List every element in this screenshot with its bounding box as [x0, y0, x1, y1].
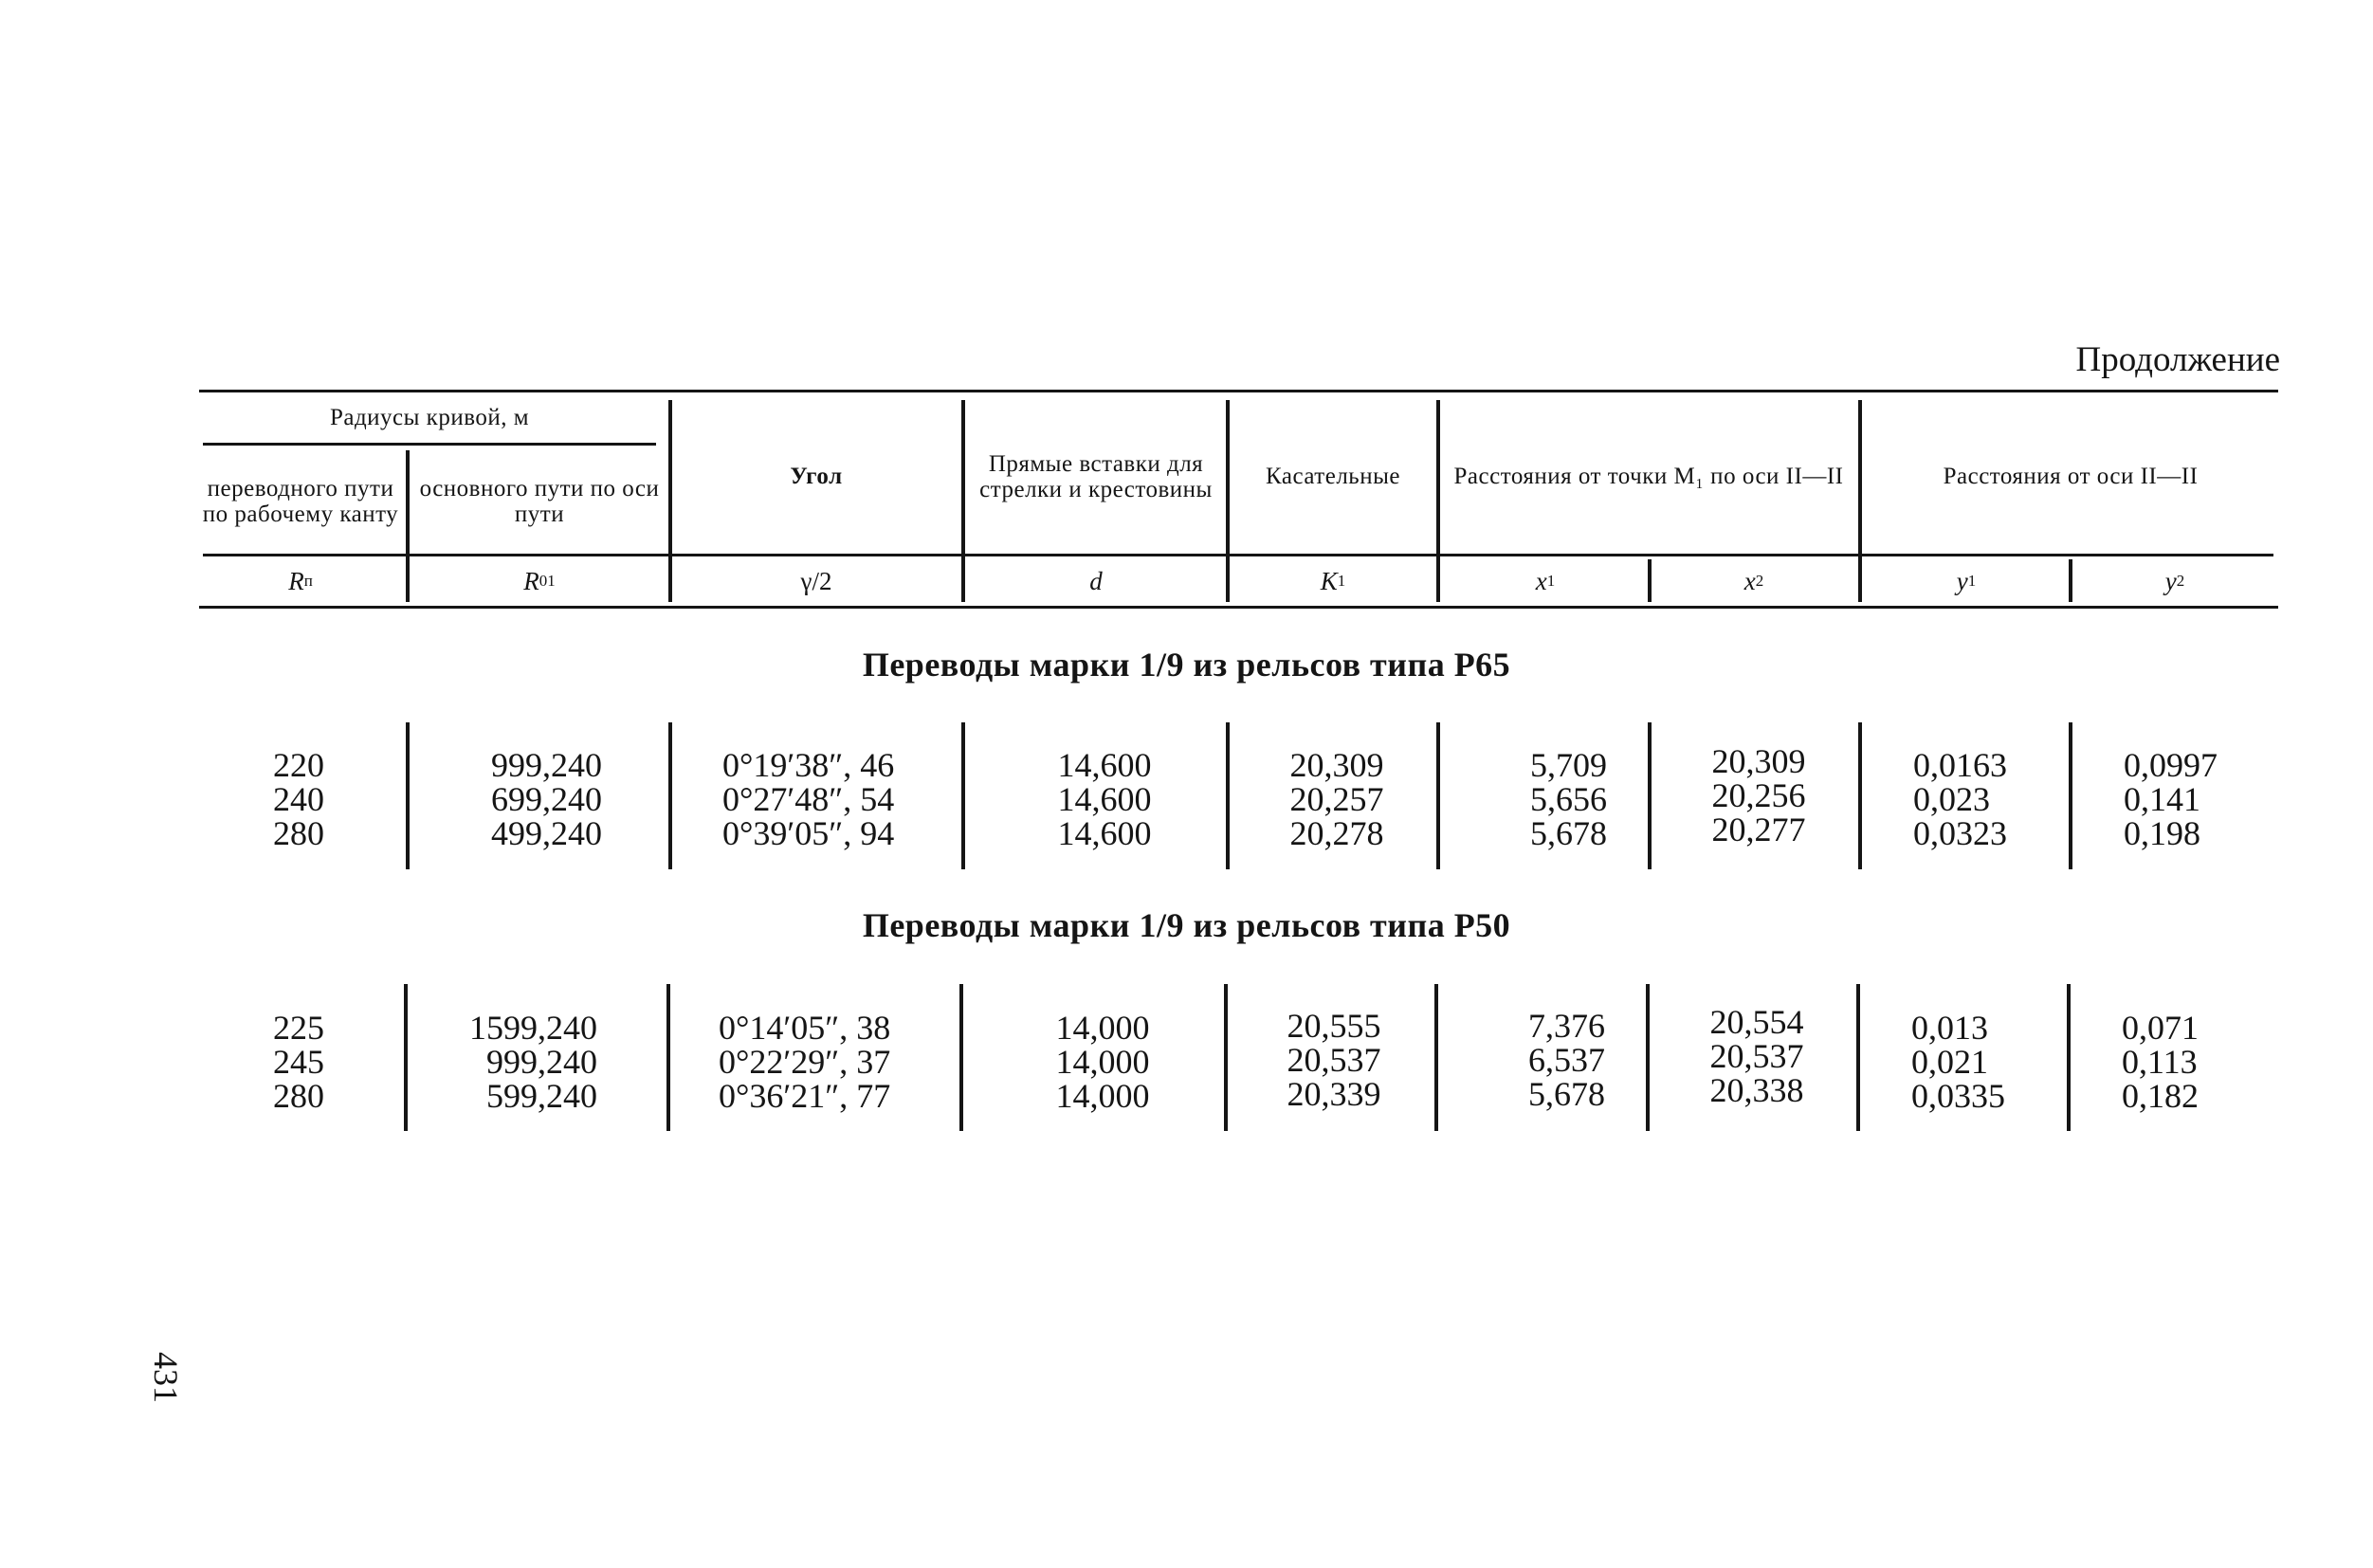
header-sep: [961, 400, 965, 602]
column-x1: [1460, 748, 1607, 850]
symbol-x2: [1653, 557, 1854, 605]
header-d: Прямые вставки для стрелки и крестовины: [979, 450, 1213, 502]
symbol-y1-subscript: 1: [1967, 572, 1977, 590]
table-cell: 20,537: [1709, 1037, 1804, 1075]
body-sep: [666, 984, 670, 1131]
table-cell: 0°14′05″, 38: [719, 1009, 891, 1047]
header-rp: переводного пути по рабочему канту: [202, 475, 399, 527]
table-cell: 0,113: [2122, 1043, 2198, 1081]
body-sep: [406, 722, 410, 869]
header-x-distances: Расстояния от точки M₁ по оси II—II: [1453, 464, 1844, 490]
continuation-label: Продолжение: [2075, 340, 2280, 379]
table-cell: 999,240: [491, 746, 602, 784]
table-cell: 20,555: [1287, 1007, 1381, 1045]
symbol-r01-letter: R: [523, 566, 539, 595]
symbol-rp-letter: R: [288, 566, 304, 595]
symbol-x2-subscript: 2: [1755, 572, 1764, 590]
table-cell: 20,278: [1289, 814, 1384, 852]
header-sep: [1648, 559, 1652, 602]
table-cell: 699,240: [491, 780, 602, 818]
body-sep: [1856, 984, 1860, 1131]
column-rp: [237, 748, 360, 850]
table-cell: 0,071: [2122, 1009, 2199, 1047]
column-rp: [237, 1011, 360, 1113]
table-cell: 5,678: [1528, 1075, 1605, 1113]
column-x2: [1678, 744, 1839, 847]
symbol-x1: [1445, 557, 1646, 605]
symbol-x1-letter: x: [1535, 566, 1547, 595]
table-cell: 14,600: [1057, 746, 1152, 784]
header-sep: [406, 450, 410, 602]
column-y2: [2122, 1011, 2264, 1113]
table-cell: 0,0163: [1913, 746, 2007, 784]
table-cell: 5,709: [1530, 746, 1607, 784]
table-cell: 0°27′48″, 54: [722, 780, 895, 818]
table-cell: 240: [273, 780, 324, 818]
column-angle: [719, 1011, 946, 1113]
table-cell: 5,678: [1530, 814, 1607, 852]
table-cell: 14,000: [1055, 1043, 1150, 1081]
body-sep: [2069, 722, 2072, 869]
table-cell: 0°39′05″, 94: [722, 814, 895, 852]
header-radii-group: Радиусы кривой, м: [329, 405, 530, 431]
body-sep: [2067, 984, 2071, 1131]
table-cell: 20,338: [1709, 1071, 1804, 1109]
column-k1: [1256, 748, 1417, 850]
symbol-x2-letter: x: [1743, 566, 1756, 595]
body-sep: [668, 722, 672, 869]
body-sep: [1858, 722, 1862, 869]
section-title-p65: Переводы марки 1/9 из рельсов типа Р65: [862, 646, 1511, 684]
table-cell: 14,000: [1055, 1077, 1150, 1115]
table-cell: 599,240: [486, 1077, 597, 1115]
symbol-r01: [413, 557, 666, 605]
table-cell: 999,240: [486, 1043, 597, 1081]
symbol-rp-subscript: п: [303, 572, 313, 590]
header-sep: [1858, 400, 1862, 602]
header-angle: Угол: [790, 464, 843, 490]
column-x2: [1676, 1005, 1837, 1107]
symbol-k1-letter: K: [1320, 566, 1338, 595]
table-cell: 14,600: [1057, 814, 1152, 852]
body-sep: [1434, 984, 1438, 1131]
symbol-r01-subscript: 01: [538, 572, 556, 590]
column-d: [1022, 1011, 1183, 1113]
header-k1: Касательные: [1266, 464, 1400, 490]
column-y2: [2124, 748, 2266, 850]
header-sep: [1226, 400, 1230, 602]
table-cell: 20,257: [1289, 780, 1384, 818]
table-cell: 0°19′38″, 46: [722, 746, 895, 784]
symbol-rp: [199, 557, 402, 605]
table-cell: 245: [273, 1043, 324, 1081]
table-cell: 7,376: [1528, 1007, 1605, 1045]
symbol-angle: γ/2: [800, 566, 832, 595]
table-cell: 280: [273, 814, 324, 852]
table-cell: 5,656: [1530, 780, 1607, 818]
table-cell: 0,182: [2122, 1077, 2199, 1115]
body-sep: [1646, 984, 1650, 1131]
symbol-k1-subscript: 1: [1337, 572, 1346, 590]
body-sep: [961, 722, 965, 869]
table-cell: 0,198: [2124, 814, 2200, 852]
table-cell: 14,000: [1055, 1009, 1150, 1047]
symbol-y2: [2074, 557, 2275, 605]
symbol-y1: [1866, 557, 2067, 605]
body-sep: [1648, 722, 1652, 869]
header-mid-rule: [203, 554, 2273, 556]
header-sep: [1436, 400, 1440, 602]
body-sep: [1226, 722, 1230, 869]
column-y1: [1911, 1011, 2054, 1113]
column-r01: [398, 1011, 597, 1113]
table-cell: 0,013: [1911, 1009, 1988, 1047]
symbol-d: d: [1089, 566, 1103, 595]
header-sep: [2069, 559, 2072, 602]
column-x1: [1458, 1009, 1605, 1111]
table-top-rule: [199, 390, 2278, 392]
table-cell: 20,554: [1709, 1003, 1804, 1041]
table-cell: 280: [273, 1077, 324, 1115]
page-number: 431: [147, 1352, 185, 1403]
column-angle: [722, 748, 950, 850]
header-sep: [668, 400, 672, 602]
table-cell: 1599,240: [469, 1009, 597, 1047]
table-cell: 220: [273, 746, 324, 784]
symbol-x1-subscript: 1: [1546, 572, 1556, 590]
table-cell: 499,240: [491, 814, 602, 852]
body-sep: [1436, 722, 1440, 869]
table-cell: 6,537: [1528, 1041, 1605, 1079]
body-sep: [1224, 984, 1228, 1131]
column-k1: [1253, 1009, 1415, 1111]
table-cell: 0,023: [1913, 780, 1990, 818]
table-cell: 20,339: [1287, 1075, 1381, 1113]
column-y1: [1913, 748, 2055, 850]
table-cell: 0,021: [1911, 1043, 1988, 1081]
symbol-y1-letter: y: [1956, 566, 1968, 595]
section-title-p50: Переводы марки 1/9 из рельсов типа Р50: [862, 906, 1511, 944]
table-cell: 0,0335: [1911, 1077, 2005, 1115]
table-cell: 20,256: [1711, 776, 1806, 814]
column-r01: [417, 748, 602, 850]
header-y-distances: Расстояния от оси II—II: [1943, 464, 2199, 490]
table-cell: 0,141: [2124, 780, 2200, 818]
symbol-y2-letter: y: [2164, 566, 2177, 595]
symbol-k1: [1232, 557, 1433, 605]
column-d: [1024, 748, 1185, 850]
table-cell: 0°22′29″, 37: [719, 1043, 891, 1081]
table-cell: 20,309: [1711, 742, 1806, 780]
header-r01: основного пути по оси пути: [419, 475, 660, 527]
header-bottom-rule: [199, 606, 2278, 609]
table-cell: 20,537: [1287, 1041, 1381, 1079]
table-cell: 20,309: [1289, 746, 1384, 784]
body-sep: [959, 984, 963, 1131]
table-cell: 0°36′21″, 77: [719, 1077, 891, 1115]
radii-group-rule: [203, 443, 656, 446]
table-cell: 20,277: [1711, 811, 1806, 848]
table-cell: 14,600: [1057, 780, 1152, 818]
symbol-y2-subscript: 2: [2176, 572, 2185, 590]
table-cell: 225: [273, 1009, 324, 1047]
table-cell: 0,0323: [1913, 814, 2007, 852]
table-cell: 0,0997: [2124, 746, 2218, 784]
